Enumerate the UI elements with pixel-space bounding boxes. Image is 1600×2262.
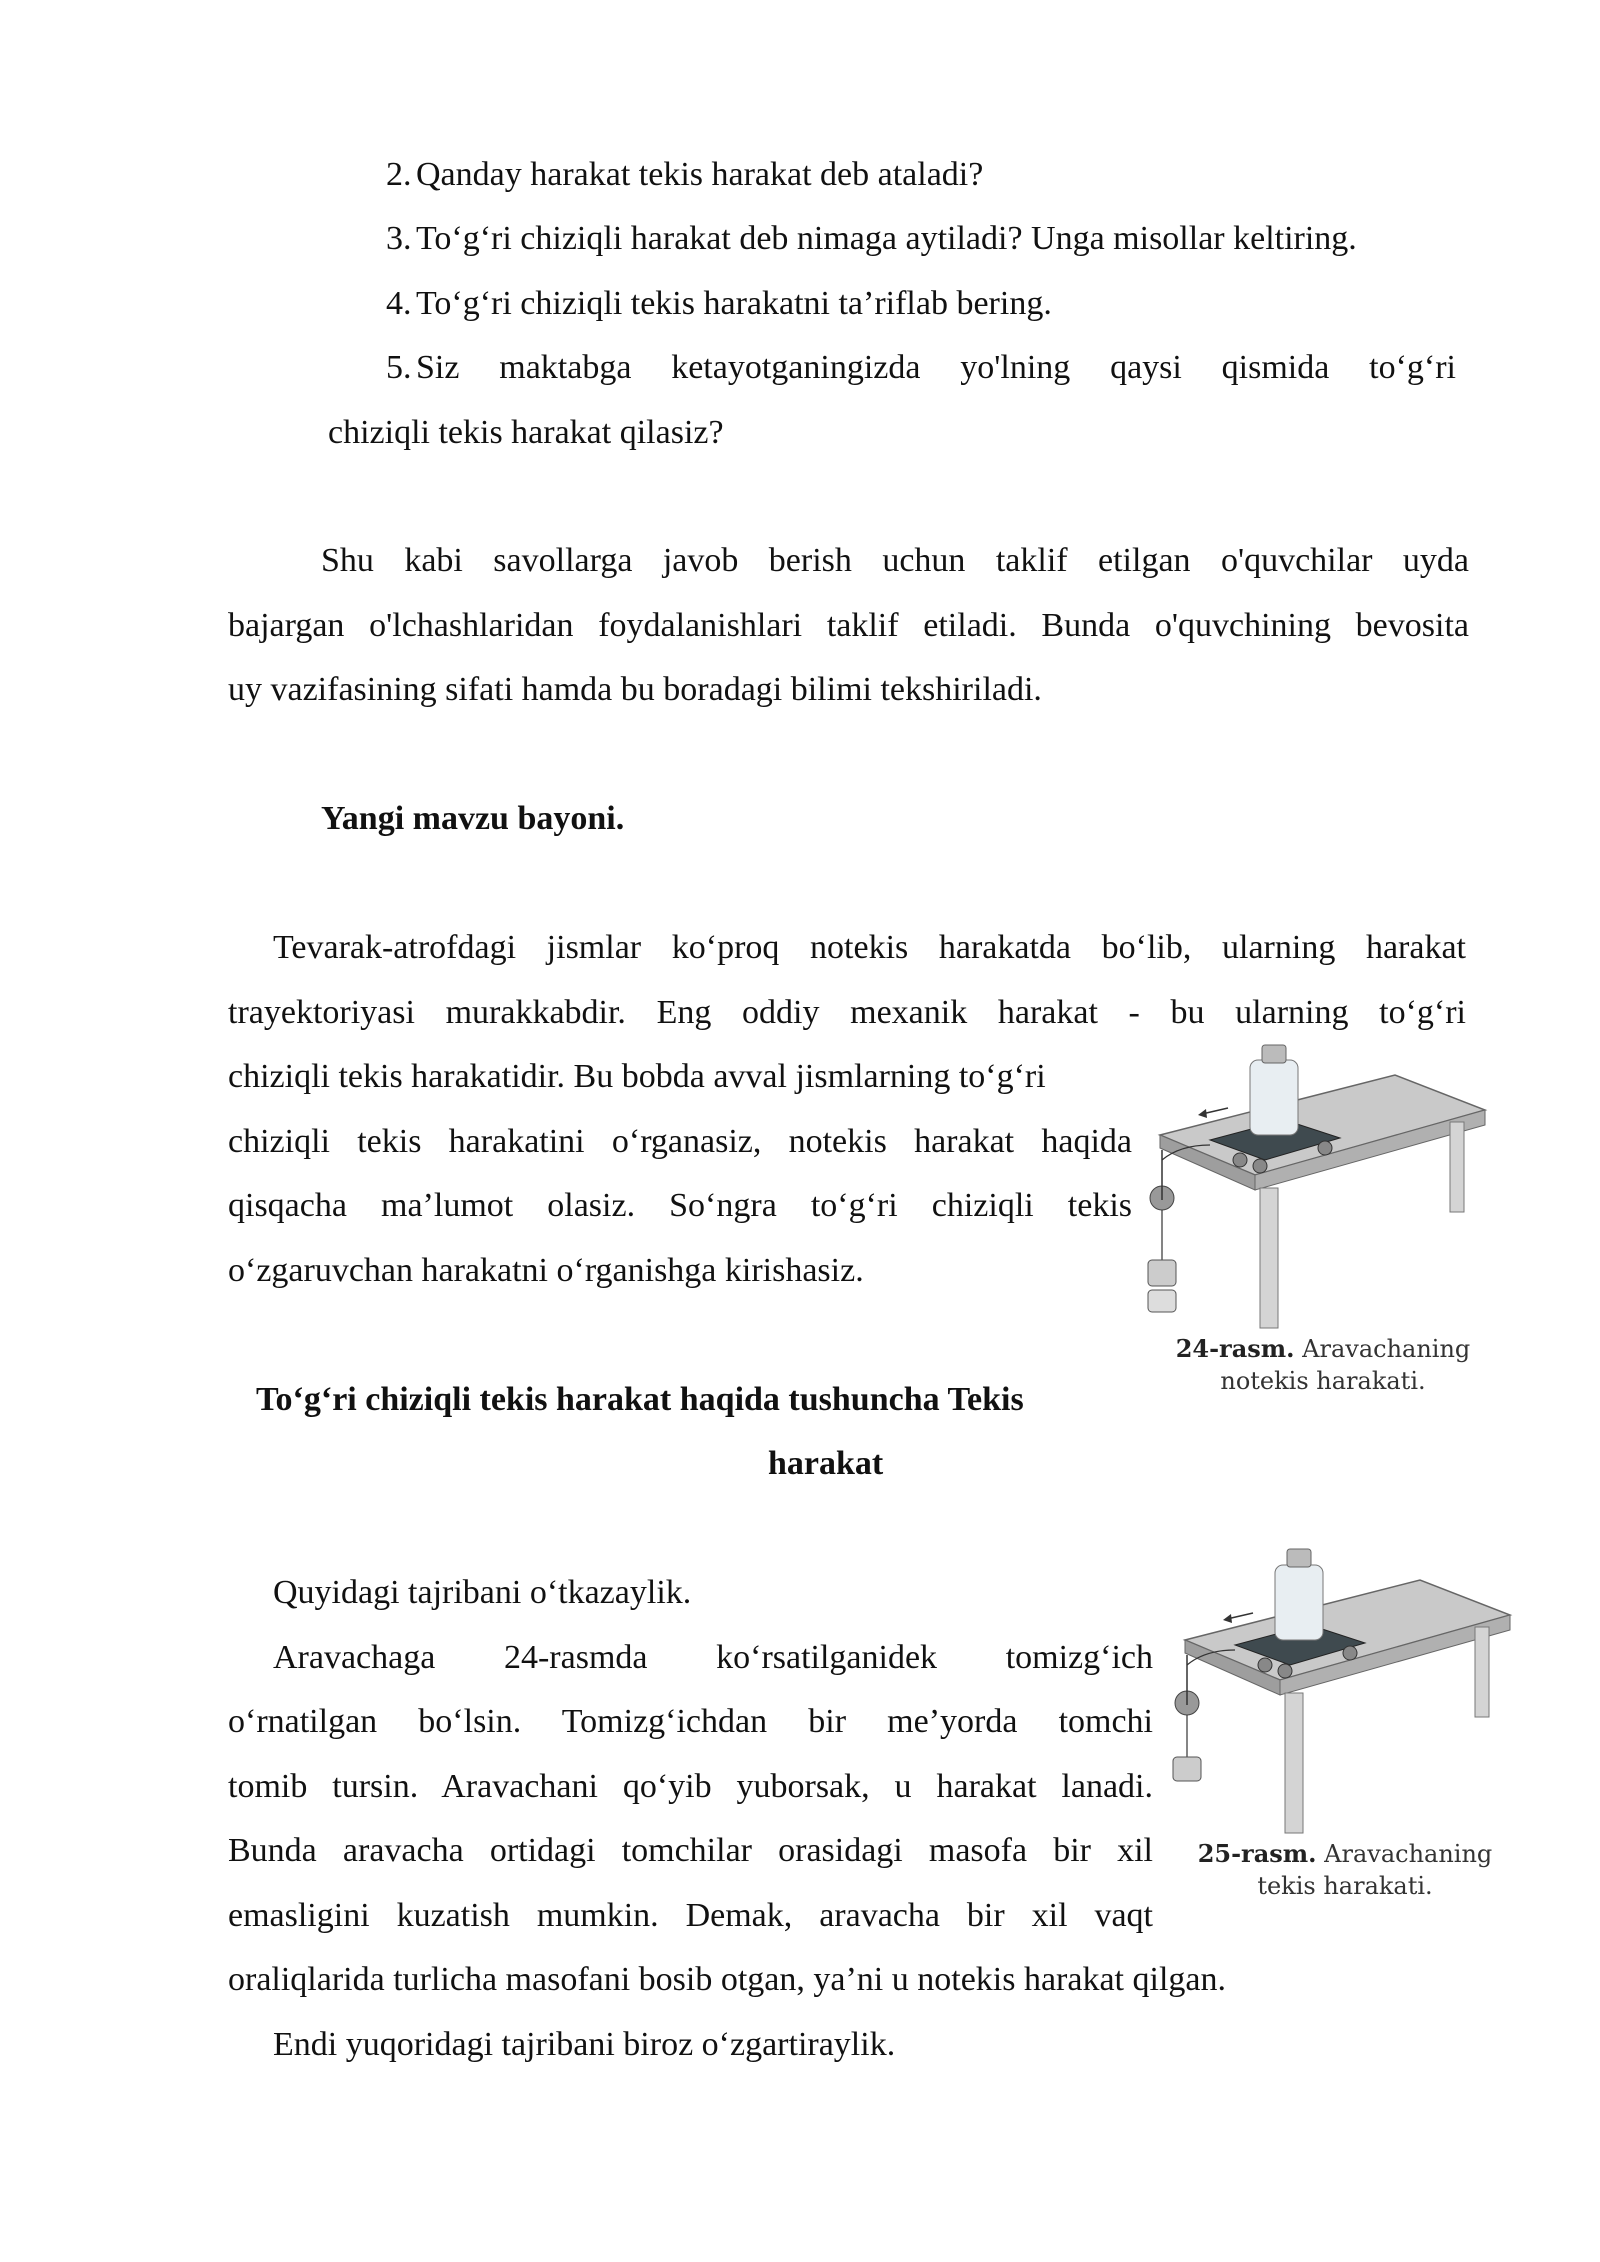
question-5-continuation: chiziqli tekis harakat qilasiz? (328, 414, 724, 451)
experiment-line-6: emasligini kuzatish mumkin. Demak, aravacha bir xil vaqt (228, 1897, 1153, 1934)
figure-25-caption: 25-rasm. Aravachaning tekis harakati. (1197, 1839, 1493, 1900)
experiment-line-7: oraliqlarida turlicha masofani bosib otgan, ya’ni u notekis harakat qilgan. (228, 1961, 1226, 1998)
experiment-line-1: Quyidagi tajribani o‘tkazaylik. (273, 1574, 692, 1611)
topic-line-5: qisqacha ma’lumot olasiz. So‘ngra to‘g‘ri chiziqli tekis (228, 1187, 1132, 1224)
experiment-line-5: Bunda aravacha ortidagi tomchilar orasidagi masofa bir xil (228, 1832, 1153, 1869)
intro-line-3: uy vazifasining sifati hamda bu boradagi bilimi tekshiriladi. (228, 671, 1042, 708)
intro-line-1: Shu kabi savollarga javob berish uchun taklif etilgan o'quvchilar uyda (321, 542, 1469, 579)
topic-line-4: chiziqli tekis harakatini o‘rganasiz, notekis harakat haqida (228, 1123, 1132, 1160)
question-5: 5. Siz maktabga ketayotganingizda yo'lning qaysi qismida to‘g‘ri (386, 349, 1456, 386)
question-2: 2. Qanday harakat tekis harakat deb ataladi? (386, 156, 984, 193)
question-4: 4. To‘g‘ri chiziqli tekis harakatni ta’riflab bering. (386, 285, 1052, 322)
topic-line-6: o‘zgaruvchan harakatni o‘rganishga kirishasiz. (228, 1252, 864, 1289)
new-topic-heading: Yangi mavzu bayoni. (321, 800, 625, 837)
cart-table-figure-24 (1140, 1040, 1500, 1330)
figure-24-caption: 24-rasm. Aravachaning notekis harakati. (1175, 1334, 1471, 1395)
topic-line-1: Tevarak-atrofdagi jismlar ko‘proq notekis harakatda bo‘lib, ularning harakat (273, 929, 1466, 966)
experiment-line-4: tomib tursin. Aravachani qo‘yib yuborsak, u harakat lanadi. (228, 1768, 1153, 1805)
experiment-line-8: Endi yuqoridagi tajribani biroz o‘zgartiraylik. (273, 2026, 896, 2063)
section-heading-line-1: To‘g‘ri chiziqli tekis harakat haqida tushuncha Tekis (256, 1381, 1024, 1418)
cart-table-figure-25 (1165, 1535, 1525, 1840)
intro-line-2: bajargan o'lchashlaridan foydalanishlari taklif etiladi. Bunda o'quvchining bevosita (228, 607, 1469, 644)
topic-line-2: trayektoriyasi murakkabdir. Eng oddiy mexanik harakat - bu ularning to‘g‘ri (228, 994, 1466, 1031)
section-heading-line-2: harakat (768, 1445, 884, 1482)
experiment-line-2: Aravachaga 24-rasmda ko‘rsatilganidek tomizg‘ich (273, 1639, 1153, 1676)
topic-line-3: chiziqli tekis harakatidir. Bu bobda avval jismlarning to‘g‘ri (228, 1058, 1046, 1095)
question-3: 3. To‘g‘ri chiziqli harakat deb nimaga aytiladi? Unga misollar keltiring. (386, 220, 1357, 257)
experiment-line-3: o‘rnatilgan bo‘lsin. Tomizg‘ichdan bir me’yorda tomchi (228, 1703, 1153, 1740)
